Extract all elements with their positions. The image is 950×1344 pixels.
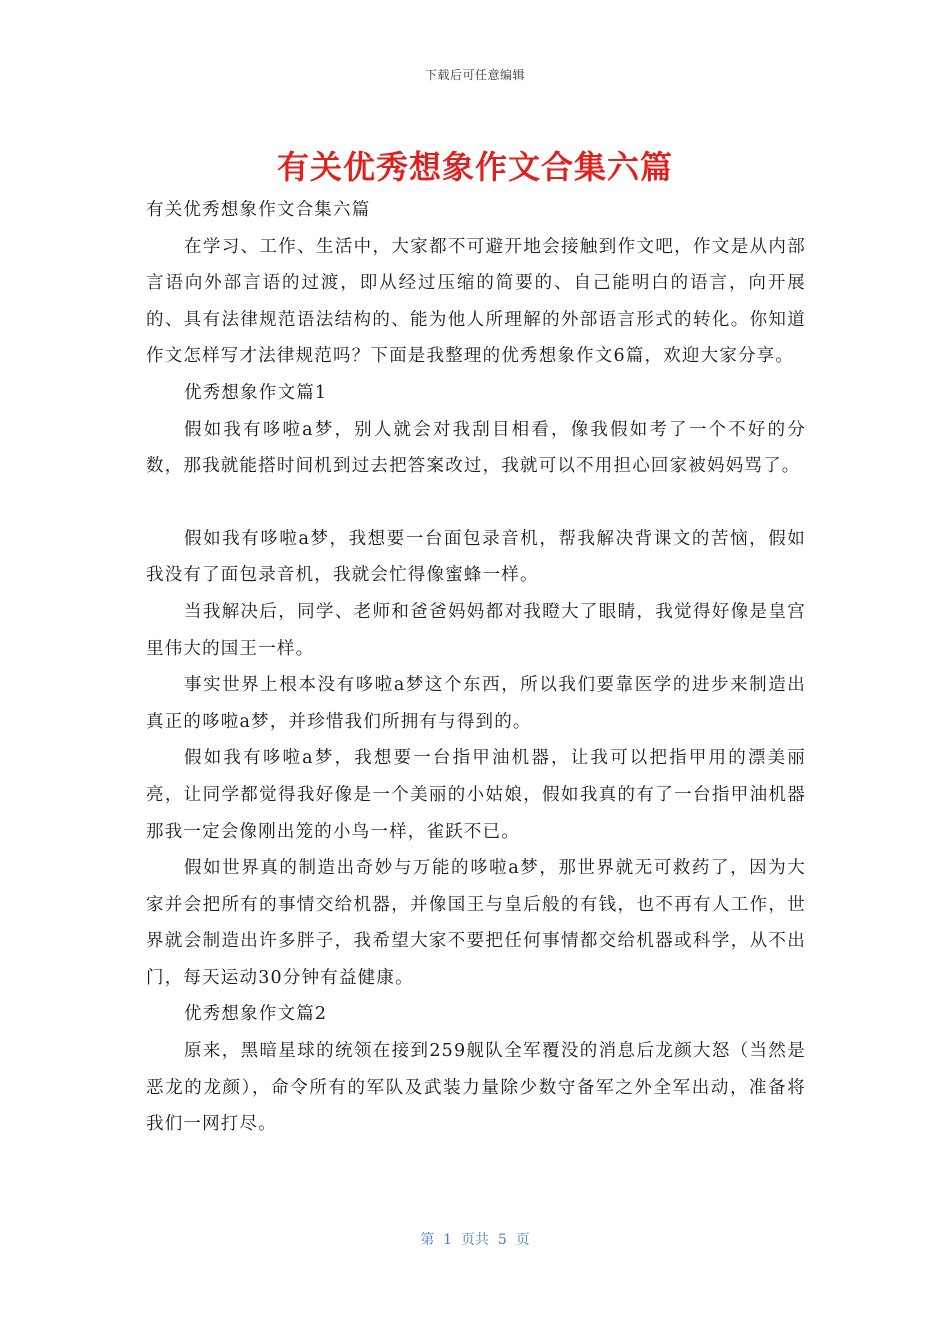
body-paragraph: 假如世界真的制造出奇妙与万能的哆啦a梦，那世界就无可救药了，因为大家并会把所有的事情交给机器，并像国王与皇后般的有钱，也不再有人工作，世界就会制造出许多胖子，我希望大家不要把任何事情都交给机器或科学，从不出门，每天运动30分钟有益健康。	[146, 858, 806, 988]
section-heading-2: 优秀想象作文篇2	[184, 1004, 328, 1025]
body-paragraph: 原来，黑暗星球的统领在接到259舰队全军覆没的消息后龙颜大怒（当然是恶龙的龙颜），命令所有的军队及武装力量除少数守备军之外全军出动，准备将我们一网打尽。	[146, 1041, 806, 1135]
body-paragraph: 假如我有哆啦a梦，别人就会对我刮目相看，像我假如考了一个不好的分数，那我就能搭时间机到过去把答案改过，我就可以不用担心回家被妈妈骂了。	[146, 419, 806, 477]
header-note: 下载后可任意编辑	[424, 68, 525, 82]
intro-paragraph: 在学习、工作、生活中，大家都不可避开地会接触到作文吧，作文是从内部言语向外部言语的过渡，即从经过压缩的简要的、自己能明白的语言，向开展的、具有法律规范语法结构的、能为他人所理解的外部语言形式的转化。你知道作文怎样写才法律规范吗？下面是我整理的优秀想象作文6篇，欢迎大家分享。	[146, 236, 806, 367]
body-paragraph: 当我解决后，同学、老师和爸爸妈妈都对我瞪大了眼睛，我觉得好像是皇宫里伟大的国王一样。	[146, 601, 806, 659]
page-footer: 第 1 页共 5 页	[420, 1232, 530, 1248]
body-paragraph: 假如我有哆啦a梦，我想要一台指甲油机器，让我可以把指甲用的漂美丽亮，让同学都觉得我好像是一个美丽的小姑娘，假如我真的有了一台指甲油机器那我一定会像刚出笼的小鸟一样，雀跃不已。	[146, 748, 806, 842]
body-paragraph: 事实世界上根本没有哆啦a梦这个东西，所以我们要靠医学的进步来制造出真正的哆啦a梦，并珍惜我们所拥有与得到的。	[146, 675, 806, 732]
body-paragraph: 假如我有哆啦a梦，我想要一台面包录音机，帮我解决背课文的苦恼，假如我没有了面包录音机，我就会忙得像蜜蜂一样。	[146, 528, 806, 586]
section-heading-1: 优秀想象作文篇1	[184, 382, 328, 403]
document-body	[146, 192, 806, 1143]
document-title: 有关优秀想象作文合集六篇	[276, 148, 673, 186]
subtitle-paragraph: 有关优秀想象作文合集六篇	[146, 200, 371, 220]
